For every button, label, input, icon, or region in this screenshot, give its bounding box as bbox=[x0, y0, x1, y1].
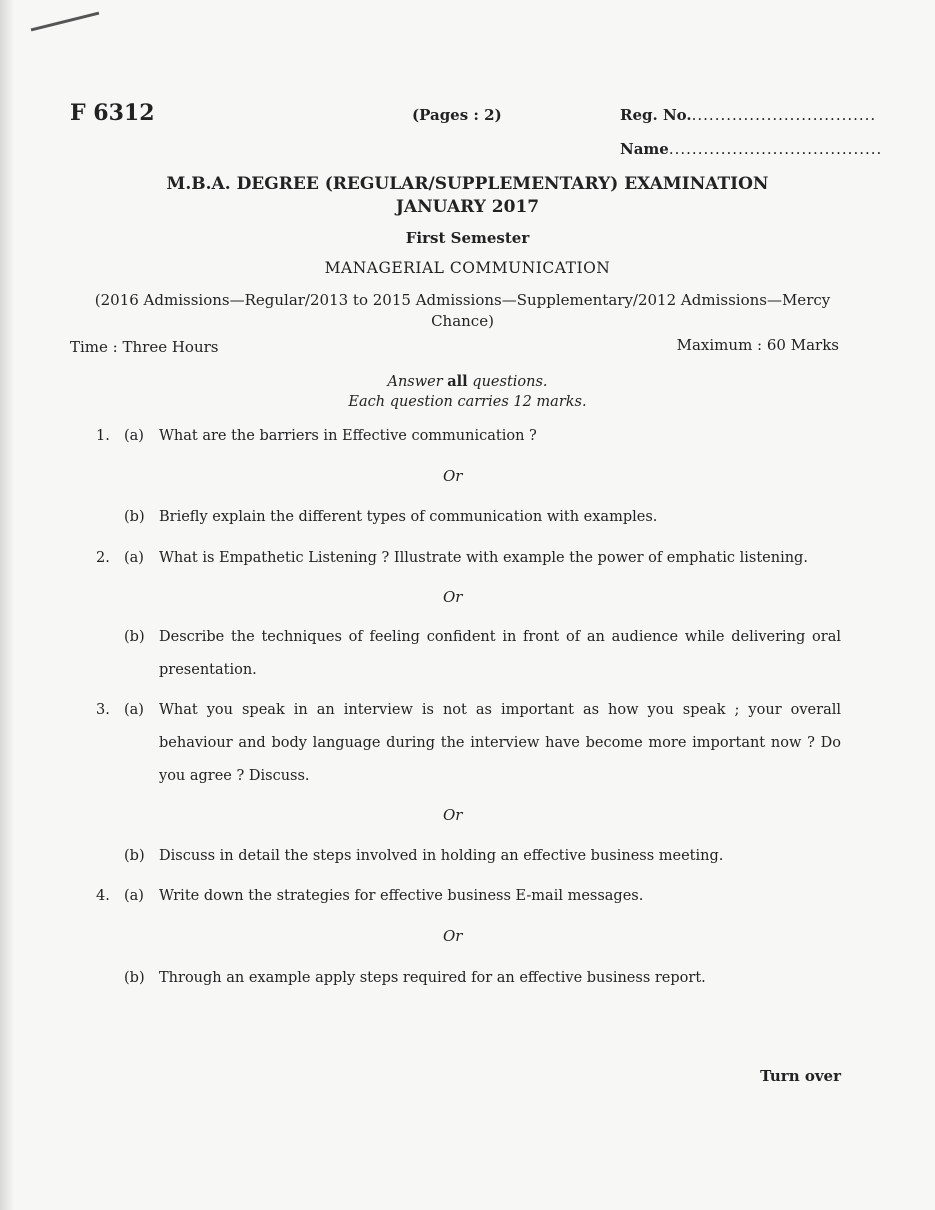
part-label: (a) bbox=[124, 550, 144, 566]
part-label: (a) bbox=[124, 888, 144, 904]
turn-over: Turn over bbox=[760, 1067, 841, 1085]
part-label: (a) bbox=[124, 702, 144, 718]
part-label: (b) bbox=[124, 509, 145, 525]
or-divider: Or bbox=[443, 806, 463, 824]
or-divider: Or bbox=[443, 927, 463, 945]
question-text: What you speak in an interview is not as important as how you speak ; your overall behaviour and body language during the interview have become more important now ? Do you agree ? Discuss. bbox=[159, 702, 841, 784]
instructions bbox=[60, 372, 875, 412]
exam-title-line2: JANUARY 2017 bbox=[395, 197, 540, 217]
time-allowed: Time : Three Hours bbox=[70, 338, 219, 356]
question-text: Briefly explain the different types of communication with examples. bbox=[159, 509, 658, 525]
maximum-marks: Maximum : 60 Marks bbox=[676, 336, 839, 354]
question-number: 1. bbox=[96, 428, 110, 444]
question-text: What is Empathetic Listening ? Illustrate with example the power of emphatic listening. bbox=[159, 550, 808, 566]
admissions-note: (2016 Admissions—Regular/2013 to 2015 Admissions—Supplementary/2012 Admissions—Mercy Chance) bbox=[94, 291, 831, 330]
reg-no-dots: ................................ bbox=[691, 106, 877, 124]
question-number: 4. bbox=[96, 888, 110, 904]
scan-mark bbox=[31, 12, 100, 32]
semester: First Semester bbox=[405, 229, 530, 247]
reg-no-label: Reg. No. bbox=[620, 106, 692, 124]
question-text: Through an example apply steps required for an effective business report. bbox=[159, 970, 706, 986]
scan-edge-shadow bbox=[0, 0, 14, 1210]
name-label: Name bbox=[620, 140, 669, 158]
question-text: Write down the strategies for effective business E-mail messages. bbox=[159, 888, 644, 904]
part-label: (b) bbox=[124, 970, 145, 986]
or-divider: Or bbox=[443, 588, 463, 606]
instruction-emphasis: all bbox=[447, 373, 468, 390]
or-divider: Or bbox=[443, 467, 463, 485]
question-number: 3. bbox=[96, 702, 110, 718]
paper-code: F 6312 bbox=[70, 100, 155, 126]
instruction-text: questions. bbox=[472, 374, 548, 390]
part-label: (b) bbox=[124, 629, 145, 645]
question-text: Describe the techniques of feeling confident in front of an audience while delivering oral presentation. bbox=[159, 629, 841, 678]
exam-title bbox=[60, 173, 875, 219]
question-text: Discuss in detail the steps involved in holding an effective business meeting. bbox=[159, 848, 724, 864]
question-text: What are the barriers in Effective communication ? bbox=[159, 428, 537, 444]
part-label: (a) bbox=[124, 428, 144, 444]
instruction-line2: Each question carries 12 marks. bbox=[348, 394, 587, 410]
exam-title-line1: M.B.A. DEGREE (REGULAR/SUPPLEMENTARY) EXAMINATION bbox=[166, 174, 769, 194]
name-field bbox=[620, 140, 882, 158]
question-number: 2. bbox=[96, 550, 110, 566]
page-count: (Pages : 2) bbox=[412, 106, 502, 124]
reg-no-field bbox=[620, 106, 876, 124]
name-dots: ..................................... bbox=[668, 140, 883, 158]
part-label: (b) bbox=[124, 848, 145, 864]
subject: MANAGERIAL COMMUNICATION bbox=[324, 259, 611, 277]
instruction-text: Answer bbox=[387, 374, 443, 390]
instruction-line1 bbox=[60, 372, 875, 392]
